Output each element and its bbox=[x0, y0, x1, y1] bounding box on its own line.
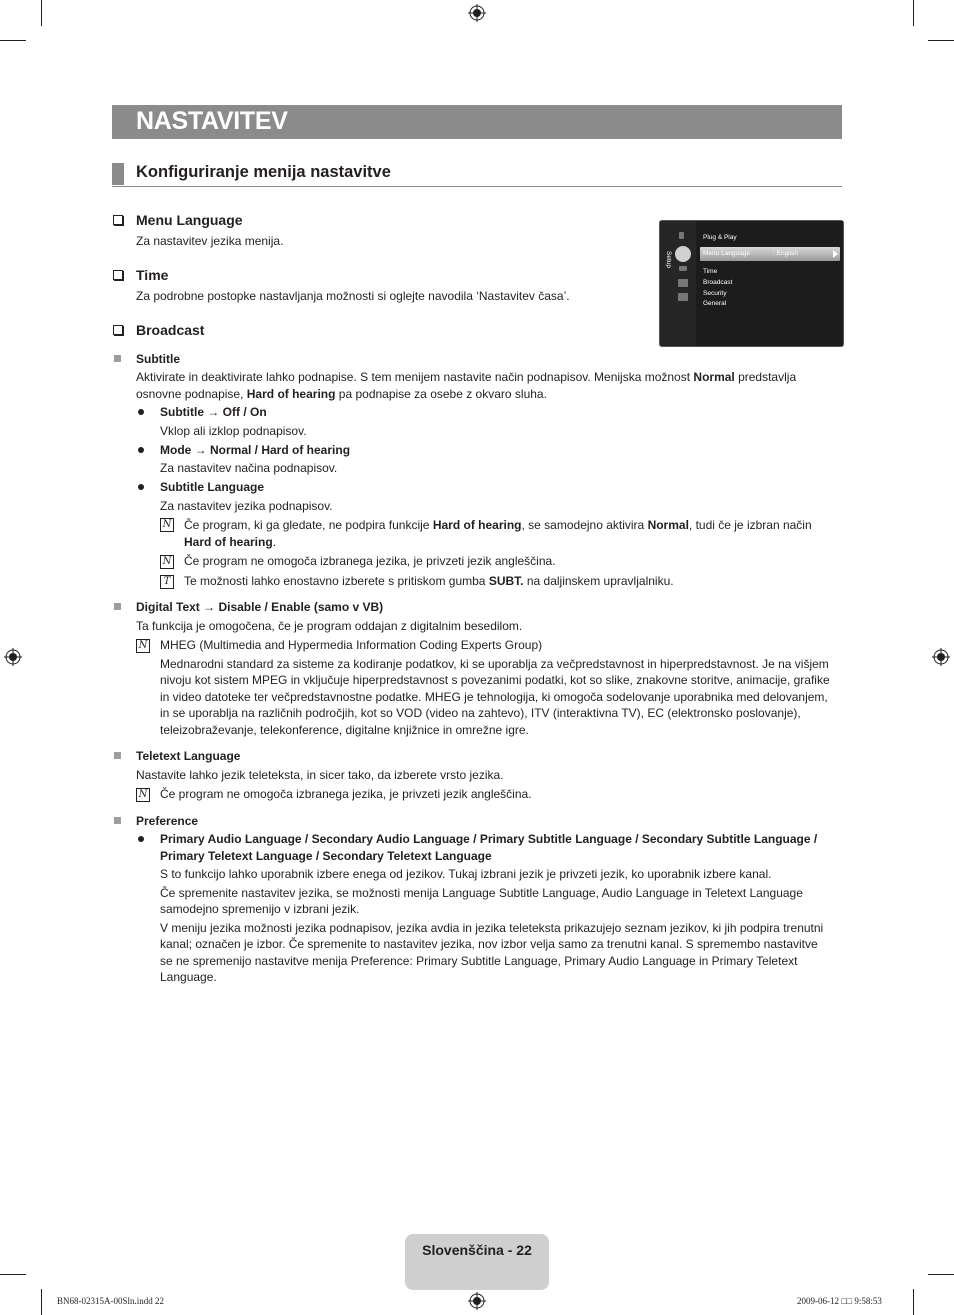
crop-mark bbox=[913, 1289, 914, 1315]
support-icon bbox=[678, 293, 688, 301]
mode-option-title: Mode → Normal / Hard of hearing bbox=[160, 443, 351, 457]
note-icon: N bbox=[136, 639, 150, 653]
crop-mark bbox=[913, 0, 914, 26]
teletext-language-desc: Nastavite lahko jezik teleteksta, in sicer tako, da izberete vrsto jezika. bbox=[136, 768, 504, 782]
note-icon: N bbox=[160, 518, 174, 532]
page-title: NASTAVITEV bbox=[136, 107, 288, 135]
dot-bullet-icon bbox=[138, 836, 144, 842]
note-text-cont: Hard of hearing. bbox=[184, 535, 277, 549]
input-icon bbox=[679, 266, 687, 271]
subtitle-desc-line1: Aktivirate in deaktivirate lahko podnapise. S tem menijem nastavite način podnapisov. Menijska možnost Normal predstavlja bbox=[136, 370, 797, 384]
tv-menu-item-menu-language: Menu Language bbox=[703, 250, 750, 257]
square-bullet-icon bbox=[114, 603, 121, 610]
dot-bullet-icon bbox=[138, 447, 144, 453]
application-icon bbox=[678, 279, 688, 287]
mheg-desc-line: in se uporablja na različnih področjih, kot so VOD (video na zahtevo), ITV (interaktivna TV), EC (elektronsko poslovanje), bbox=[160, 706, 801, 720]
tv-menu-item-general: General bbox=[703, 300, 727, 307]
section-marker bbox=[112, 163, 124, 185]
item-title-broadcast: Broadcast bbox=[136, 322, 205, 338]
checkbox-bullet-icon bbox=[113, 215, 123, 225]
mheg-desc-line: Mednarodni standard za sisteme za kodiranje podatkov, ki se uporablja za večpredstavnost in hiperpredstavnost. Je na višjem bbox=[160, 657, 829, 671]
tv-menu-item-time: Time bbox=[703, 268, 718, 275]
page-number: Slovenščina - 22 bbox=[422, 1242, 532, 1258]
subtitle-option-title: Subtitle → Off / On bbox=[160, 405, 267, 419]
remote-button-icon: T bbox=[160, 575, 174, 589]
tv-setup-menu-screenshot bbox=[659, 220, 844, 347]
picture-icon bbox=[679, 232, 684, 239]
preference-paragraph: S to funkcijo lahko uporabnik izbere enega od jezikov. Tukaj izbrani jezik je privzeti jezik, ko uporabnik izbere kanal. bbox=[160, 867, 772, 881]
digital-text-desc: Ta funkcija je omogočena, če je program oddajan z digitalnim besedilom. bbox=[136, 619, 523, 633]
page-title-bar bbox=[112, 105, 842, 139]
preference-paragraph: Language. bbox=[160, 970, 217, 984]
square-bullet-icon bbox=[114, 817, 121, 824]
registration-mark-icon bbox=[468, 1292, 486, 1310]
tv-menu-item-value: : English bbox=[773, 250, 798, 257]
tv-menu-side-label: Setup bbox=[665, 251, 672, 268]
print-slug-right: 2009-06-12 □□ 9:58:53 bbox=[797, 1296, 882, 1306]
note-icon: N bbox=[160, 555, 174, 569]
preference-options-line2: Primary Teletext Language / Secondary Teletext Language bbox=[160, 849, 492, 863]
item-title-menu-language: Menu Language bbox=[136, 212, 243, 228]
subtitle-title: Subtitle bbox=[136, 352, 180, 366]
crop-mark bbox=[0, 1274, 26, 1275]
subtitle-language-title: Subtitle Language bbox=[160, 480, 265, 494]
print-slug-left: BN68-02315A-00Sln.indd 22 bbox=[57, 1296, 165, 1306]
preference-title: Preference bbox=[136, 814, 199, 828]
mheg-desc-line: nivoju kot sistem MPEG in vključuje hiperpredstavnost s povezanimi podatki, kot so slike, znakovne storitve, animacije, grafike bbox=[160, 673, 830, 687]
setup-gear-icon bbox=[675, 246, 691, 262]
crop-mark bbox=[0, 40, 26, 41]
square-bullet-icon bbox=[114, 752, 121, 759]
note-text: Te možnosti lahko enostavno izberete s pritiskom gumba SUBT. na daljinskem upravljalniku. bbox=[184, 574, 674, 588]
crop-mark bbox=[41, 1289, 42, 1315]
tv-menu-item-security: Security bbox=[703, 290, 727, 297]
crop-mark bbox=[928, 1274, 954, 1275]
subtitle-language-desc: Za nastavitev jezika podnapisov. bbox=[160, 499, 333, 513]
digital-text-title: Digital Text → Disable / Enable (samo v VB) bbox=[136, 600, 384, 614]
subtitle-desc-line2: osnovne podnapise, Hard of hearing pa podnapise za osebe z okvaro sluha. bbox=[136, 387, 547, 401]
arrow-right-icon bbox=[833, 250, 838, 258]
dot-bullet-icon bbox=[138, 409, 144, 415]
tv-menu-item-broadcast: Broadcast bbox=[703, 279, 733, 286]
item-desc-menu-language: Za nastavitev jezika menija. bbox=[136, 234, 284, 248]
teletext-language-title: Teletext Language bbox=[136, 749, 241, 763]
teletext-note: Če program ne omogoča izbranega jezika, je privzeti jezik angleščina. bbox=[160, 787, 532, 801]
page-number-tab bbox=[405, 1234, 549, 1290]
note-text: Če program ne omogoča izbranega jezika, je privzeti jezik angleščina. bbox=[184, 554, 556, 568]
crop-mark bbox=[41, 0, 42, 26]
section-divider bbox=[112, 186, 842, 187]
preference-options-line1: Primary Audio Language / Secondary Audio Language / Primary Subtitle Language / Secondary Subtitle Language / bbox=[160, 832, 818, 846]
section-title: Konfiguriranje menija nastavitve bbox=[136, 163, 391, 181]
registration-mark-icon bbox=[468, 4, 486, 22]
square-bullet-icon bbox=[114, 355, 121, 362]
registration-mark-icon bbox=[932, 648, 950, 666]
checkbox-bullet-icon bbox=[113, 270, 123, 280]
preference-paragraph: Če spremenite nastavitev jezika, se možnosti menija Language Subtitle Language, Audio Language in Teletext Language bbox=[160, 886, 803, 900]
item-title-time: Time bbox=[136, 267, 169, 283]
note-text: Če program, ki ga gledate, ne podpira funkcije Hard of hearing, se samodejno aktivira Normal, tudi če je izbran način bbox=[184, 518, 812, 532]
preference-paragraph: kanal; označen je izbor. Če spremenite to nastavitev jezika, nov izbor velja samo za trenutni kanal. S spremembo nastavitve bbox=[160, 937, 818, 951]
subtitle-option-desc: Vklop ali izklop podnapisov. bbox=[160, 424, 307, 438]
mode-option-desc: Za nastavitev načina podnapisov. bbox=[160, 461, 338, 475]
mheg-note: MHEG (Multimedia and Hypermedia Information Coding Experts Group) bbox=[160, 638, 543, 652]
crop-mark bbox=[928, 40, 954, 41]
note-icon: N bbox=[136, 788, 150, 802]
mheg-desc-line: in video datoteke ter večpredstavnostne podatke. MHEG je tehnologija, ki omogoča sodelovanje uporabnika med delovanjem, bbox=[160, 690, 828, 704]
preference-paragraph: se ne spremenijo nastavitve menija Preference: Primary Subtitle Language, Primary Audio Language in Primary Teletext bbox=[160, 954, 798, 968]
dot-bullet-icon bbox=[138, 484, 144, 490]
tv-menu-item-plug-play: Plug & Play bbox=[703, 234, 737, 241]
registration-mark-icon bbox=[4, 648, 22, 666]
preference-paragraph: samodejno spremenijo v izbrani jezik. bbox=[160, 902, 360, 916]
preference-paragraph: V meniju jezika možnosti jezika podnapisov, jezika avdia in jezika teleteksta prikazujejo seznam jezikov, ki jih podpira trenutni bbox=[160, 921, 824, 935]
mheg-desc-line: teleizobraževanje, telekonference, digitalne knjižnice in omrežne igre. bbox=[160, 723, 529, 737]
checkbox-bullet-icon bbox=[113, 325, 123, 335]
item-desc-time: Za podrobne postopke nastavljanja možnosti si oglejte navodila ‘Nastavitev časa’. bbox=[136, 289, 570, 303]
